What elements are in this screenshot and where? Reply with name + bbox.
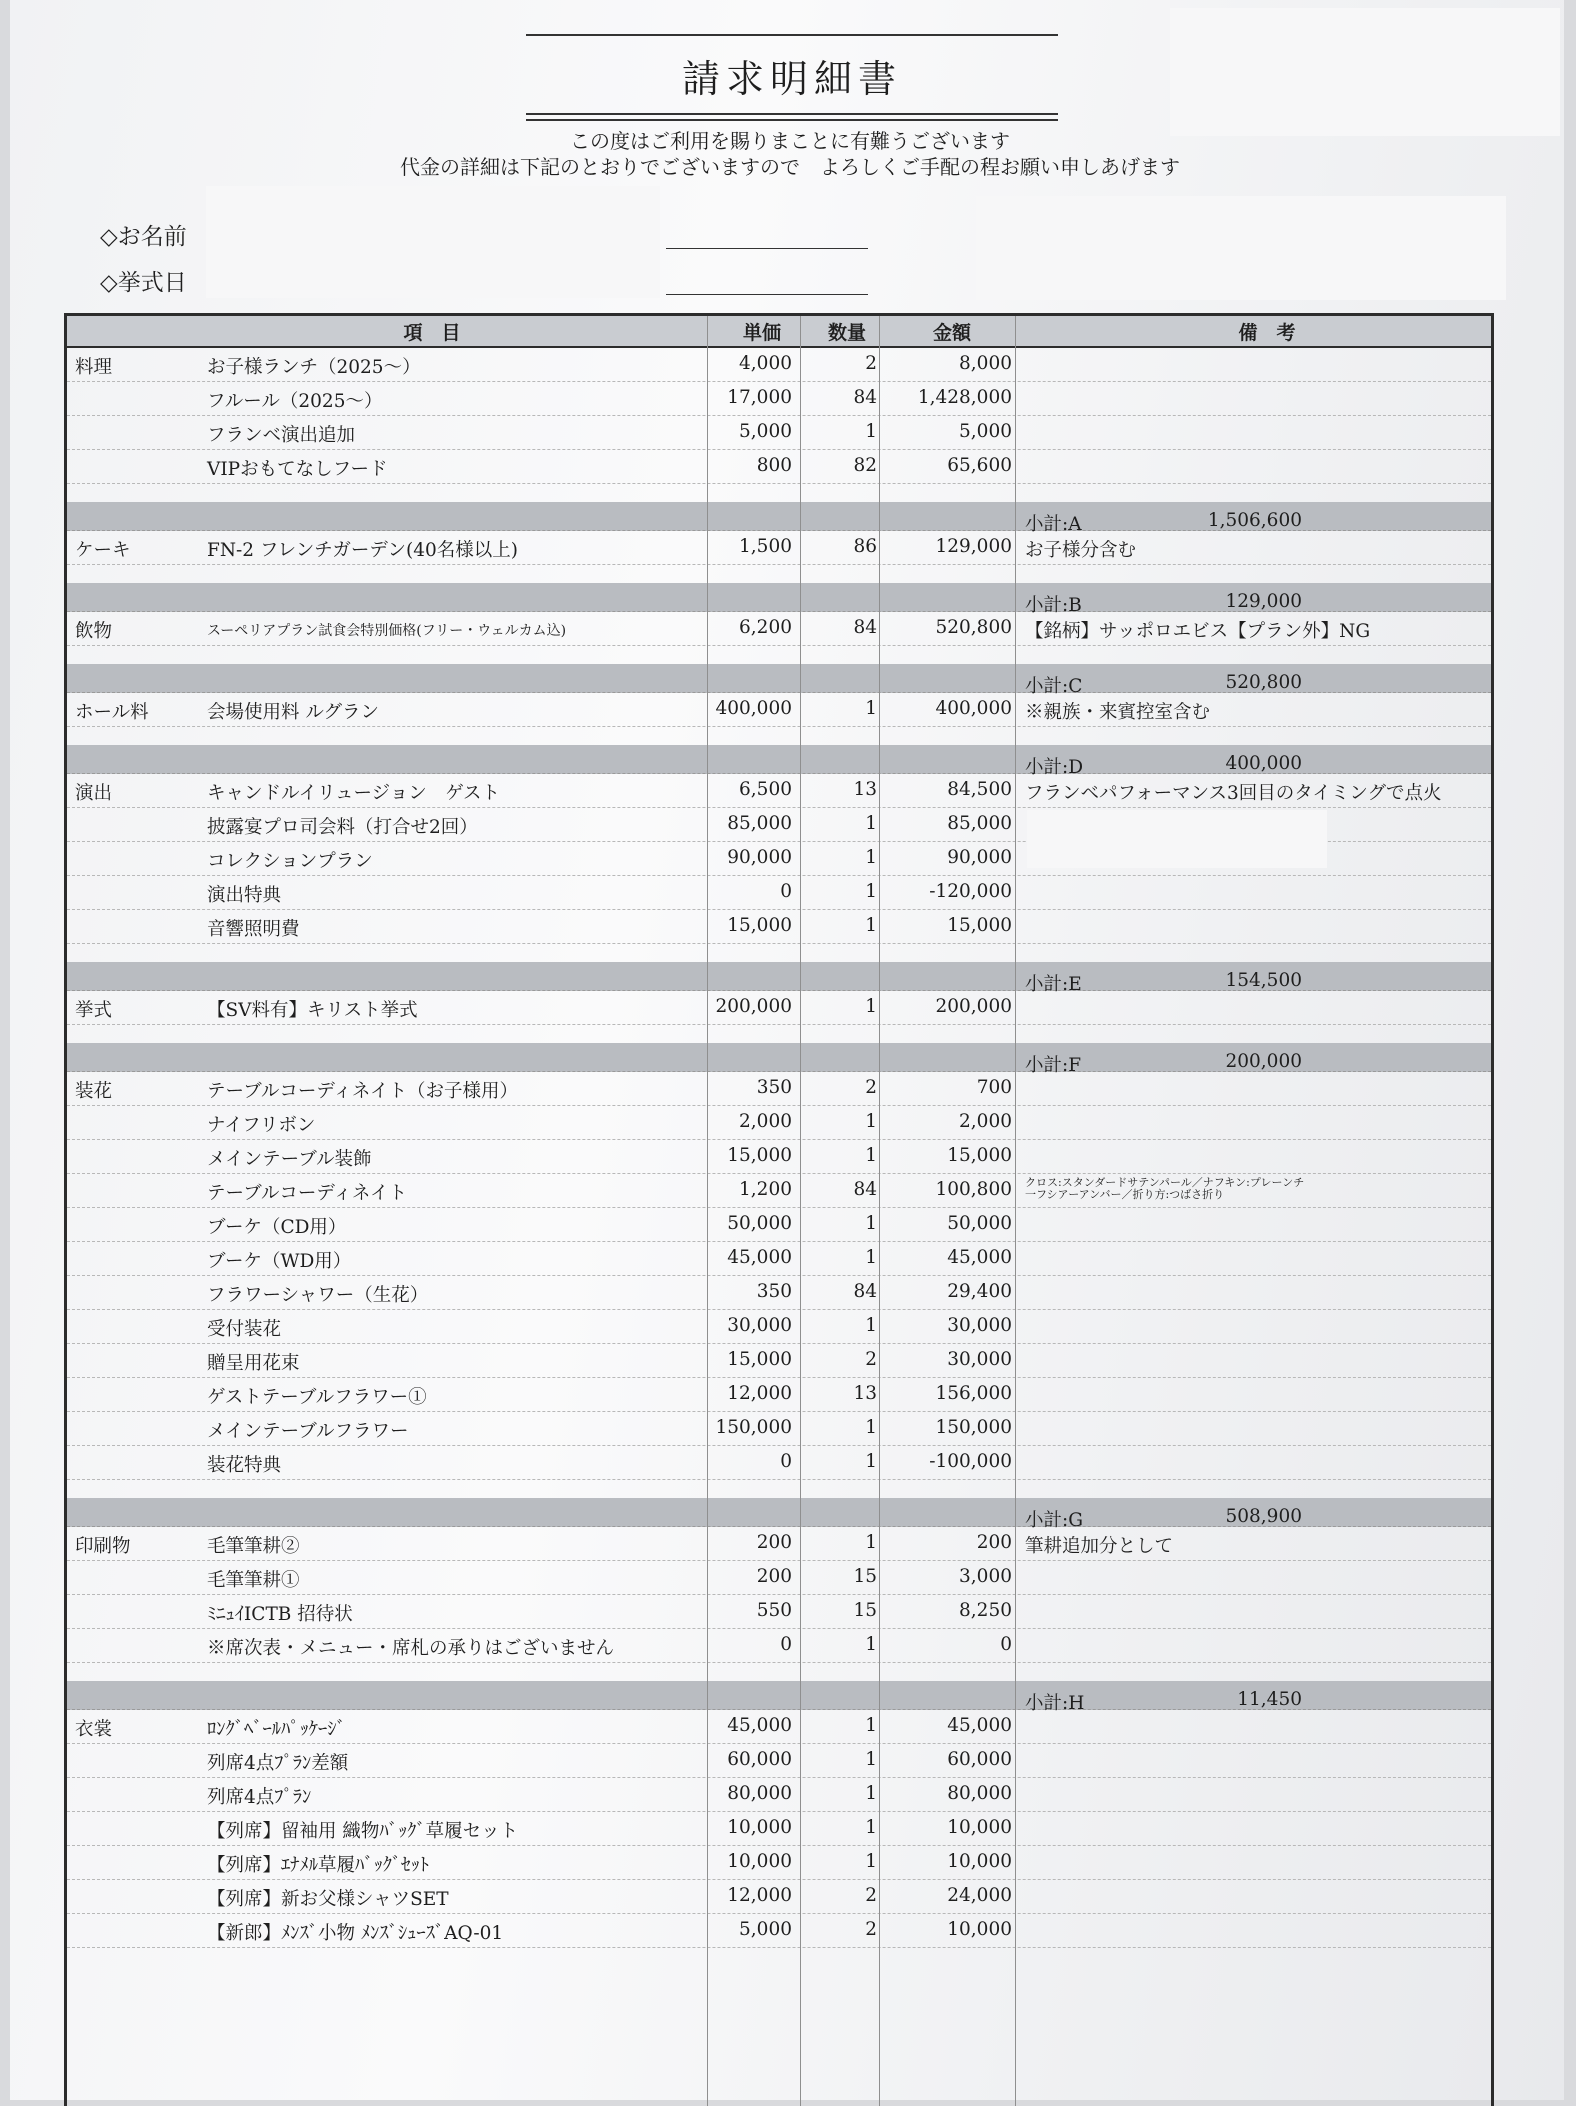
column-divider bbox=[1015, 316, 1016, 2106]
spacer-row bbox=[67, 727, 1491, 745]
table-row bbox=[67, 1527, 1491, 1561]
category-label: ケーキ bbox=[75, 540, 131, 561]
greeting-line-1: この度はご利用を賜りまことに有難うございます bbox=[570, 129, 1010, 153]
unit-price: 2,000 bbox=[739, 1111, 792, 1132]
note-text: クロス:スタンダードサテンパール／ナフキン:プレーンチ 一フシアーアンバー／折り方:つばさ折り bbox=[1025, 1176, 1305, 1201]
subtotal-row bbox=[67, 583, 1491, 616]
item-name: 【SV料有】キリスト挙式 bbox=[207, 1000, 418, 1021]
unit-price: 10,000 bbox=[727, 1817, 792, 1838]
spacer-row bbox=[67, 1663, 1491, 1681]
quantity: 1 bbox=[865, 996, 877, 1017]
quantity: 15 bbox=[853, 1600, 877, 1621]
unit-price: 50,000 bbox=[727, 1213, 792, 1234]
unit-price: 200 bbox=[756, 1566, 792, 1587]
subtotal-row bbox=[67, 1043, 1491, 1076]
item-name: 【列席】留袖用 織物ﾊﾞｯｸﾞ草履セット bbox=[207, 1821, 519, 1842]
table-row bbox=[67, 1880, 1491, 1914]
unit-price: 15,000 bbox=[727, 1145, 792, 1166]
amount: 150,000 bbox=[935, 1417, 1012, 1438]
item-name: 披露宴プロ司会料（打合せ2回） bbox=[207, 817, 478, 838]
unit-price: 6,200 bbox=[739, 617, 792, 638]
item-name: 【新郎】ﾒﾝｽﾞ小物 ﾒﾝｽﾞｼｭｰｽﾞAQ-01 bbox=[207, 1923, 504, 1944]
unit-price: 12,000 bbox=[727, 1383, 792, 1404]
column-divider bbox=[800, 316, 801, 2106]
table-row bbox=[67, 1446, 1491, 1480]
subtotal-row bbox=[67, 1498, 1491, 1531]
subtotal-label: 小計:G bbox=[1025, 1510, 1084, 1531]
column-divider bbox=[879, 316, 880, 2106]
amount: -100,000 bbox=[929, 1451, 1012, 1472]
item-name: フラワーシャワー（生花） bbox=[207, 1285, 429, 1306]
invoice-table bbox=[64, 313, 1494, 2106]
item-name: ブーケ（CD用） bbox=[207, 1217, 347, 1238]
quantity: 1 bbox=[865, 1451, 877, 1472]
item-name: FN-2 フレンチガーデン(40名様以上) bbox=[207, 540, 518, 561]
table-row bbox=[67, 910, 1491, 944]
header-note: 備 考 bbox=[1238, 322, 1296, 344]
subtotal-value: 520,800 bbox=[1225, 672, 1302, 693]
table-row bbox=[67, 1072, 1491, 1106]
unit-price: 350 bbox=[756, 1281, 792, 1302]
subtotal-value: 129,000 bbox=[1225, 591, 1302, 612]
table-row bbox=[67, 1914, 1491, 1948]
spacer-row bbox=[67, 944, 1491, 962]
spacer-row bbox=[67, 1480, 1491, 1498]
amount: 45,000 bbox=[947, 1715, 1012, 1736]
amount: 84,500 bbox=[947, 779, 1012, 800]
amount: 50,000 bbox=[947, 1213, 1012, 1234]
table-row bbox=[67, 450, 1491, 484]
amount: 400,000 bbox=[935, 698, 1012, 719]
amount: 90,000 bbox=[947, 847, 1012, 868]
quantity: 15 bbox=[853, 1566, 877, 1587]
subtotal-value: 508,900 bbox=[1225, 1506, 1302, 1527]
spacer-row bbox=[67, 565, 1491, 583]
item-name: メインテーブルフラワー bbox=[207, 1421, 409, 1442]
item-name: 【列席】新お父様シャツSET bbox=[207, 1889, 449, 1910]
item-name: お子様ランチ（2025～） bbox=[207, 357, 421, 378]
amount: 10,000 bbox=[947, 1851, 1012, 1872]
amount: 3,000 bbox=[959, 1566, 1012, 1587]
note-text: ※親族・来賓控室含む bbox=[1025, 702, 1211, 723]
amount: 65,600 bbox=[947, 455, 1012, 476]
subtotal-label: 小計:D bbox=[1025, 757, 1084, 778]
amount: 200,000 bbox=[935, 996, 1012, 1017]
unit-price: 60,000 bbox=[727, 1749, 792, 1770]
unit-price: 550 bbox=[756, 1600, 792, 1621]
subtotal-value: 200,000 bbox=[1225, 1051, 1302, 1072]
unit-price: 15,000 bbox=[727, 915, 792, 936]
header-price: 単価 bbox=[742, 322, 781, 344]
amount: 24,000 bbox=[947, 1885, 1012, 1906]
unit-price: 45,000 bbox=[727, 1715, 792, 1736]
item-name: VIPおもてなしフード bbox=[207, 459, 388, 480]
unit-price: 4,000 bbox=[739, 353, 792, 374]
category-label: 衣裳 bbox=[75, 1719, 113, 1740]
note-text: 【銘柄】サッポロエビス【プラン外】NG bbox=[1025, 621, 1371, 642]
quantity: 1 bbox=[865, 813, 877, 834]
unit-price: 5,000 bbox=[739, 421, 792, 442]
amount: 8,000 bbox=[959, 353, 1012, 374]
subtotal-value: 11,450 bbox=[1237, 1689, 1302, 1710]
header-item: 項 目 bbox=[403, 322, 461, 344]
header-qty: 数量 bbox=[827, 322, 866, 344]
item-name: 【列席】ｴﾅﾒﾙ草履ﾊﾞｯｸﾞｾｯﾄ bbox=[207, 1855, 430, 1876]
table-row bbox=[67, 1744, 1491, 1778]
unit-price: 6,500 bbox=[739, 779, 792, 800]
quantity: 1 bbox=[865, 915, 877, 936]
item-name: テーブルコーディネイト（お子様用） bbox=[207, 1081, 518, 1102]
unit-price: 200 bbox=[756, 1532, 792, 1553]
unit-price: 1,200 bbox=[739, 1179, 792, 1200]
quantity: 1 bbox=[865, 1145, 877, 1166]
table-row bbox=[67, 1106, 1491, 1140]
subtotal-label: 小計:A bbox=[1025, 514, 1082, 535]
unit-price: 800 bbox=[756, 455, 792, 476]
quantity: 1 bbox=[865, 1783, 877, 1804]
table-row bbox=[67, 1378, 1491, 1412]
quantity: 1 bbox=[865, 421, 877, 442]
amount: 10,000 bbox=[947, 1919, 1012, 1940]
category-label: 飲物 bbox=[75, 621, 113, 642]
item-name: 列席4点ﾌﾟﾗﾝ bbox=[207, 1787, 312, 1808]
table-row bbox=[67, 416, 1491, 450]
amount: 129,000 bbox=[935, 536, 1012, 557]
amount: 200 bbox=[976, 1532, 1012, 1553]
subtotal-value: 154,500 bbox=[1225, 970, 1302, 991]
item-name: ゲストテーブルフラワー① bbox=[207, 1387, 427, 1408]
item-name: ※席次表・メニュー・席札の承りはございません bbox=[207, 1638, 615, 1659]
table-row bbox=[67, 1344, 1491, 1378]
spacer-row bbox=[67, 484, 1491, 502]
item-name: 贈呈用花束 bbox=[207, 1353, 300, 1374]
redacted-area bbox=[206, 186, 660, 298]
amount: 30,000 bbox=[947, 1315, 1012, 1336]
item-name: テーブルコーディネイト bbox=[207, 1183, 407, 1204]
amount: 8,250 bbox=[959, 1600, 1012, 1621]
quantity: 84 bbox=[853, 387, 877, 408]
item-name: キャンドルイリュージョン ゲスト bbox=[207, 783, 501, 804]
table-row bbox=[67, 693, 1491, 727]
quantity: 1 bbox=[865, 1247, 877, 1268]
quantity: 84 bbox=[853, 1179, 877, 1200]
subtotal-value: 1,506,600 bbox=[1207, 510, 1302, 531]
quantity: 2 bbox=[865, 353, 877, 374]
item-name: フルール（2025～） bbox=[207, 391, 383, 412]
header-amount: 金額 bbox=[932, 322, 971, 344]
subtotal-row bbox=[67, 664, 1491, 697]
table-row bbox=[67, 1140, 1491, 1174]
column-divider bbox=[707, 316, 708, 2106]
amount: 30,000 bbox=[947, 1349, 1012, 1370]
item-name: 会場使用料 ルグラン bbox=[207, 702, 380, 723]
amount: 10,000 bbox=[947, 1817, 1012, 1838]
subtotal-label: 小計:F bbox=[1025, 1055, 1082, 1076]
unit-price: 0 bbox=[780, 881, 792, 902]
greeting-text bbox=[310, 128, 1270, 180]
subtotal-row bbox=[67, 962, 1491, 995]
unit-price: 15,000 bbox=[727, 1349, 792, 1370]
table-row bbox=[67, 382, 1491, 416]
unit-price: 200,000 bbox=[715, 996, 792, 1017]
date-underline bbox=[666, 294, 868, 295]
category-label: 印刷物 bbox=[75, 1536, 131, 1557]
quantity: 1 bbox=[865, 1111, 877, 1132]
unit-price: 80,000 bbox=[727, 1783, 792, 1804]
quantity: 1 bbox=[865, 1634, 877, 1655]
note-text: お子様分含む bbox=[1025, 540, 1137, 561]
table-row bbox=[67, 1174, 1491, 1208]
quantity: 1 bbox=[865, 1749, 877, 1770]
amount: 520,800 bbox=[935, 617, 1012, 638]
spacer-row bbox=[67, 646, 1491, 664]
note-text: フランベパフォーマンス3回目のタイミングで点火 bbox=[1025, 783, 1442, 804]
quantity: 1 bbox=[865, 1532, 877, 1553]
quantity: 2 bbox=[865, 1349, 877, 1370]
redacted-area bbox=[1170, 8, 1560, 136]
subtotal-label: 小計:C bbox=[1025, 676, 1083, 697]
page-title: 請求明細書 bbox=[681, 57, 902, 101]
unit-price: 85,000 bbox=[727, 813, 792, 834]
table-row bbox=[67, 774, 1491, 808]
quantity: 2 bbox=[865, 1077, 877, 1098]
unit-price: 1,500 bbox=[739, 536, 792, 557]
table-header bbox=[67, 316, 1491, 348]
subtotal-value: 400,000 bbox=[1225, 753, 1302, 774]
quantity: 84 bbox=[853, 617, 877, 638]
redacted-area bbox=[976, 196, 1506, 300]
quantity: 13 bbox=[853, 1383, 877, 1404]
quantity: 2 bbox=[865, 1919, 877, 1940]
unit-price: 17,000 bbox=[727, 387, 792, 408]
item-name: ﾛﾝｸﾞﾍﾞｰﾙﾊﾟｯｹｰｼﾞ bbox=[207, 1719, 346, 1740]
table-row bbox=[67, 612, 1491, 646]
unit-price: 350 bbox=[756, 1077, 792, 1098]
subtotal-row bbox=[67, 502, 1491, 535]
item-name: 装花特典 bbox=[207, 1455, 282, 1476]
item-name: フランベ演出追加 bbox=[207, 425, 356, 446]
item-name: コレクションプラン bbox=[207, 851, 373, 872]
table-row bbox=[67, 991, 1491, 1025]
amount: 156,000 bbox=[935, 1383, 1012, 1404]
quantity: 1 bbox=[865, 847, 877, 868]
item-name: ナイフリボン bbox=[207, 1115, 316, 1136]
amount: 5,000 bbox=[959, 421, 1012, 442]
table-row bbox=[67, 1629, 1491, 1663]
table-row bbox=[67, 1561, 1491, 1595]
unit-price: 400,000 bbox=[715, 698, 792, 719]
amount: 29,400 bbox=[947, 1281, 1012, 1302]
name-label: ◇お名前 bbox=[100, 224, 187, 250]
name-underline bbox=[666, 248, 868, 249]
amount: 2,000 bbox=[959, 1111, 1012, 1132]
category-label: ホール料 bbox=[75, 702, 149, 723]
item-name: 受付装花 bbox=[207, 1319, 282, 1340]
subtotal-row bbox=[67, 745, 1491, 778]
amount: 85,000 bbox=[947, 813, 1012, 834]
quantity: 1 bbox=[865, 1715, 877, 1736]
table-row bbox=[67, 1276, 1491, 1310]
subtotal-label: 小計:B bbox=[1025, 595, 1082, 616]
amount: 45,000 bbox=[947, 1247, 1012, 1268]
unit-price: 0 bbox=[780, 1634, 792, 1655]
item-name: 列席4点ﾌﾟﾗﾝ差額 bbox=[207, 1753, 349, 1774]
subtotal-row bbox=[67, 1681, 1491, 1714]
quantity: 84 bbox=[853, 1281, 877, 1302]
quantity: 1 bbox=[865, 1417, 877, 1438]
unit-price: 30,000 bbox=[727, 1315, 792, 1336]
quantity: 1 bbox=[865, 1817, 877, 1838]
table-body bbox=[67, 348, 1491, 1948]
quantity: 82 bbox=[853, 455, 877, 476]
amount: 15,000 bbox=[947, 1145, 1012, 1166]
amount: -120,000 bbox=[929, 881, 1012, 902]
table-row bbox=[67, 348, 1491, 382]
category-label: 装花 bbox=[75, 1081, 113, 1102]
table-row bbox=[67, 531, 1491, 565]
invoice-paper bbox=[10, 0, 1564, 2100]
date-label: ◇挙式日 bbox=[100, 270, 187, 296]
quantity: 1 bbox=[865, 698, 877, 719]
category-label: 料理 bbox=[75, 357, 113, 378]
amount: 1,428,000 bbox=[917, 387, 1012, 408]
amount: 0 bbox=[1000, 1634, 1012, 1655]
table-row bbox=[67, 1710, 1491, 1744]
amount: 15,000 bbox=[947, 915, 1012, 936]
title-block bbox=[526, 30, 1058, 125]
greeting-line-2: 代金の詳細は下記のとおりでございますので よろしくご手配の程お願い申しあげます bbox=[400, 155, 1180, 179]
unit-price: 150,000 bbox=[715, 1417, 792, 1438]
table-row bbox=[67, 1595, 1491, 1629]
item-name: ﾐﾆｭｲICTB 招待状 bbox=[207, 1604, 353, 1625]
item-name: 毛筆筆耕② bbox=[207, 1536, 300, 1557]
table-row bbox=[67, 1310, 1491, 1344]
item-name: メインテーブル装飾 bbox=[207, 1149, 372, 1170]
unit-price: 0 bbox=[780, 1451, 792, 1472]
spacer-row bbox=[67, 1025, 1491, 1043]
table-row bbox=[67, 1778, 1491, 1812]
table-row bbox=[67, 1812, 1491, 1846]
quantity: 86 bbox=[853, 536, 877, 557]
item-name: スーペリアプラン試食会特別価格(フリー・ウェルカム込) bbox=[207, 623, 567, 639]
category-label: 挙式 bbox=[75, 1000, 113, 1021]
quantity: 1 bbox=[865, 1851, 877, 1872]
amount: 700 bbox=[976, 1077, 1012, 1098]
quantity: 1 bbox=[865, 881, 877, 902]
unit-price: 5,000 bbox=[739, 1919, 792, 1940]
unit-price: 10,000 bbox=[727, 1851, 792, 1872]
unit-price: 12,000 bbox=[727, 1885, 792, 1906]
table-row bbox=[67, 808, 1491, 842]
subtotal-label: 小計:E bbox=[1025, 974, 1082, 995]
category-label: 演出 bbox=[75, 783, 113, 804]
table-row bbox=[67, 876, 1491, 910]
amount: 80,000 bbox=[947, 1783, 1012, 1804]
table-row bbox=[67, 1412, 1491, 1446]
unit-price: 90,000 bbox=[727, 847, 792, 868]
quantity: 1 bbox=[865, 1315, 877, 1336]
note-text: 筆耕追加分として bbox=[1025, 1536, 1174, 1557]
item-name: ブーケ（WD用） bbox=[207, 1251, 352, 1272]
quantity: 2 bbox=[865, 1885, 877, 1906]
item-name: 演出特典 bbox=[207, 885, 282, 906]
table-row bbox=[67, 1208, 1491, 1242]
item-name: 毛筆筆耕① bbox=[207, 1570, 300, 1591]
amount: 100,800 bbox=[935, 1179, 1012, 1200]
amount: 60,000 bbox=[947, 1749, 1012, 1770]
table-row bbox=[67, 1846, 1491, 1880]
item-name: 音響照明費 bbox=[207, 919, 300, 940]
quantity: 13 bbox=[853, 779, 877, 800]
subtotal-label: 小計:H bbox=[1025, 1693, 1085, 1714]
table-row bbox=[67, 1242, 1491, 1276]
table-row bbox=[67, 842, 1491, 876]
unit-price: 45,000 bbox=[727, 1247, 792, 1268]
quantity: 1 bbox=[865, 1213, 877, 1234]
